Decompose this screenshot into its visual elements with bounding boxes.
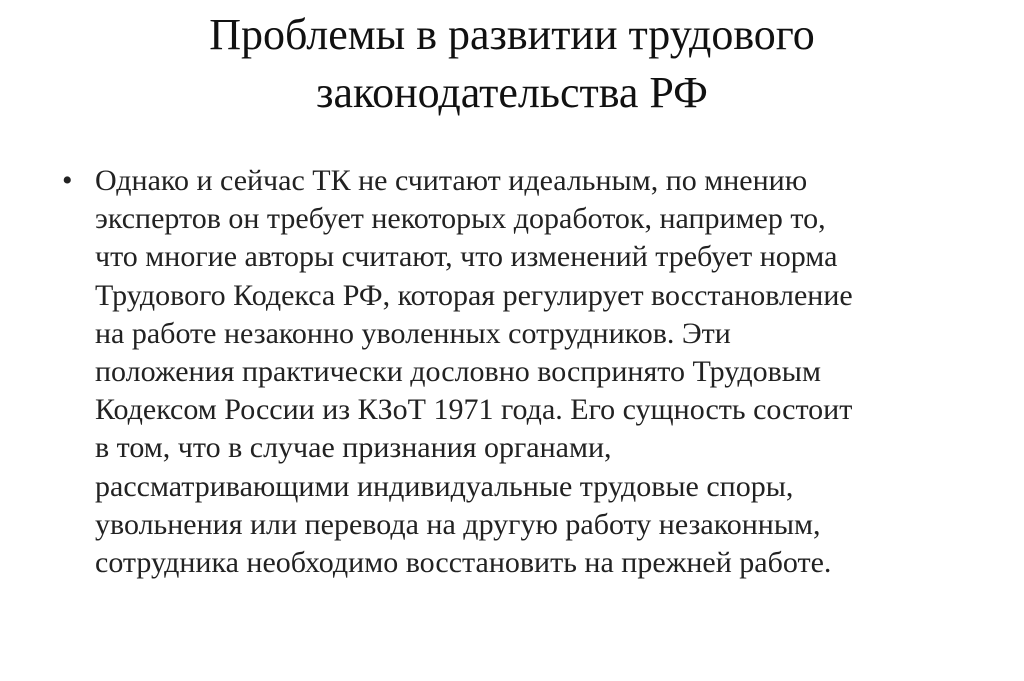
bullet-item <box>62 162 982 582</box>
title-line-1: Проблемы в развитии трудового <box>209 10 815 59</box>
bullet-text-line: на работе незаконно уволенных сотрудников. Эти <box>95 316 731 350</box>
bullet-text-line: что многие авторы считают, что изменений требует норма <box>95 240 838 274</box>
title-line-2: законодательства РФ <box>316 68 708 117</box>
slide-title <box>80 6 944 122</box>
bullet-text-line: Однако и сейчас ТК не считают идеальным, по мнению <box>95 164 808 197</box>
bullet-marker: • <box>62 164 73 197</box>
bullet-text-line: Кодексом России из КЗоТ 1971 года. Его сущность состоит <box>95 393 853 427</box>
bullet-list <box>62 162 982 582</box>
bullet-text-line: Трудового Кодекса РФ, которая регулирует восстановление <box>95 278 853 312</box>
bullet-text-line: увольнения или перевода на другую работу незаконным, <box>95 507 821 541</box>
bullet-text-line: рассматривающими индивидуальные трудовые споры, <box>95 469 794 503</box>
bullet-text-line: экспертов он требует некоторых доработок, например то, <box>95 202 826 236</box>
bullet-text-line: сотрудника необходимо восстановить на прежней работе. <box>95 546 832 580</box>
bullet-text-line: в том, что в случае признания органами, <box>95 431 612 465</box>
bullet-text-line: положения практически дословно воспринято Трудовым <box>95 355 821 389</box>
